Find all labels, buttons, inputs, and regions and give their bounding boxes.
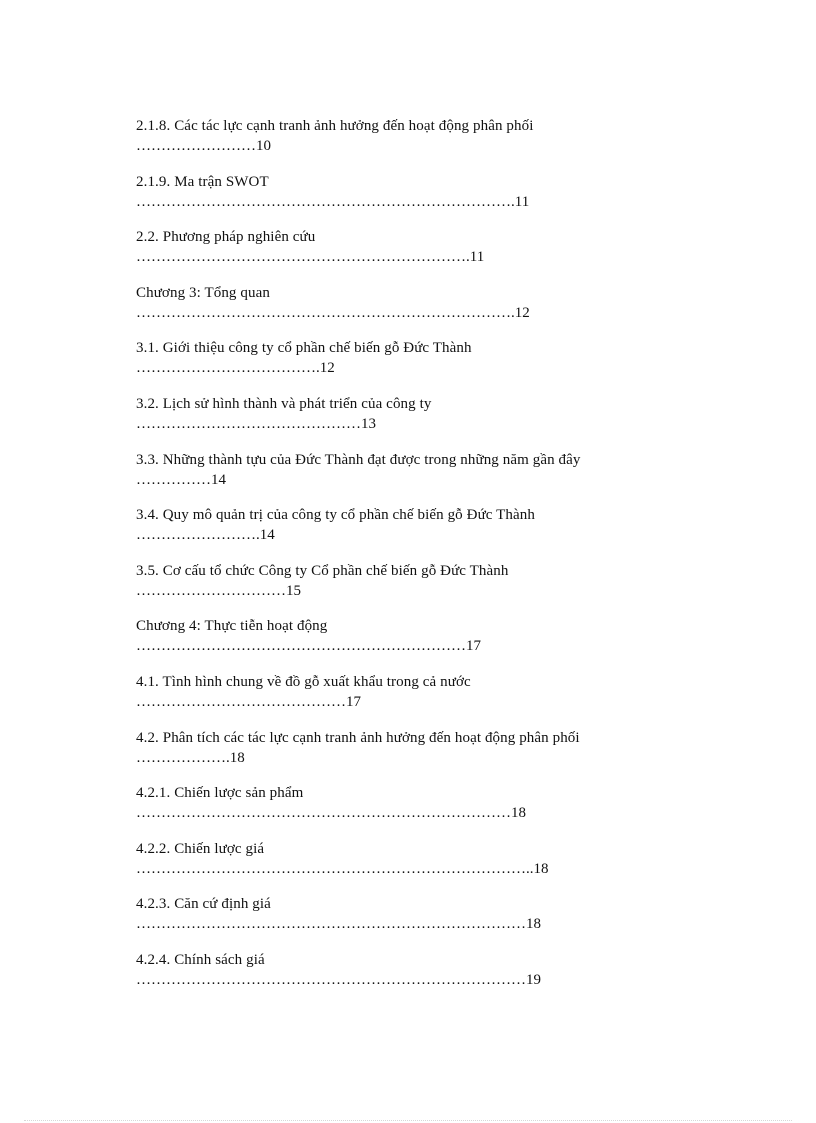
toc-title: 4.2.4. Chính sách giá	[136, 951, 265, 968]
toc-entry-4-2	[136, 726, 696, 782]
toc-leader-page: ………………………………………13	[136, 415, 376, 432]
toc-title: 4.2. Phân tích các tác lực cạnh tranh ảnh hưởng đến hoạt động phân phối	[136, 729, 580, 746]
toc-entry-4-2-2	[136, 837, 696, 893]
toc-entry-3-3	[136, 448, 696, 504]
toc-title: 3.1. Giới thiệu công ty cổ phần chế biến gỗ Đức Thành	[136, 340, 472, 357]
toc-entry-2-2	[136, 225, 696, 281]
toc-entry-4-2-3	[136, 892, 696, 948]
toc-leader-page: ……………………………….12	[136, 360, 335, 377]
toc-title: 3.3. Những thành tựu của Đức Thành đạt được trong những năm gần đây	[136, 451, 581, 468]
toc-entry-2-1-8	[136, 114, 696, 170]
toc-entry-3-1	[136, 336, 696, 392]
toc-leader-page: ……………………………………17	[136, 693, 361, 710]
toc-title: 3.5. Cơ cấu tổ chức Công ty Cổ phần chế biến gỗ Đức Thành	[136, 562, 509, 579]
toc-title: 3.4. Quy mô quản trị của công ty cổ phần chế biến gỗ Đức Thành	[136, 507, 535, 524]
toc-leader-page: ……………………………………………………………………18	[136, 916, 541, 933]
toc-entry-4-2-1	[136, 781, 696, 837]
toc-leader-page: ……………………………………………………………………19	[136, 971, 541, 988]
toc-leader-page: ………………………………………………………….11	[136, 249, 485, 266]
toc-leader-page: ……………………10	[136, 138, 271, 154]
toc-entry-4-2-4	[136, 948, 696, 1004]
toc-entry-2-1-9	[136, 170, 696, 226]
toc-title: Chương 4: Thực tiễn hoạt động	[136, 618, 328, 635]
toc-entry-chuong-3	[136, 281, 696, 337]
toc-entry-3-2	[136, 392, 696, 448]
toc-leader-page: ………………………………………………………………….12	[136, 304, 530, 321]
toc-title: Chương 3: Tổng quan	[136, 284, 270, 301]
toc-entry-3-4	[136, 503, 696, 559]
toc-title: 4.1. Tình hình chung về đồ gỗ xuất khẩu trong cả nước	[136, 673, 471, 690]
toc-entry-3-5	[136, 559, 696, 615]
toc-leader-page: ………………………………………………………………….11	[136, 193, 530, 210]
toc-leader-page: …………………………15	[136, 582, 301, 599]
toc-leader-page: ……………………………………………………………………..18	[136, 860, 549, 877]
toc-title: 3.2. Lịch sử hình thành và phát triển của công ty	[136, 395, 432, 412]
table-of-contents	[136, 114, 696, 1004]
toc-entry-4-1	[136, 670, 696, 726]
toc-leader-page: ……………14	[136, 471, 226, 488]
toc-title: 2.1.9. Ma trận SWOT	[136, 173, 269, 190]
toc-entry-chuong-4	[136, 614, 696, 670]
page-bottom-divider	[24, 1120, 792, 1121]
toc-title: 4.2.2. Chiến lược giá	[136, 840, 265, 857]
toc-leader-page: …………………………………………………………17	[136, 638, 481, 655]
toc-title: 4.2.3. Căn cứ định giá	[136, 896, 271, 913]
toc-leader-page: ……………….18	[136, 749, 245, 766]
toc-title: 2.1.8. Các tác lực cạnh tranh ảnh hưởng đến hoạt động phân phối	[136, 118, 534, 134]
toc-title: 2.2. Phương pháp nghiên cứu	[136, 229, 316, 246]
toc-title: 4.2.1. Chiến lược sản phẩm	[136, 785, 304, 802]
toc-leader-page: …………………………………………………………………18	[136, 805, 526, 822]
toc-leader-page: …………………….14	[136, 527, 275, 544]
